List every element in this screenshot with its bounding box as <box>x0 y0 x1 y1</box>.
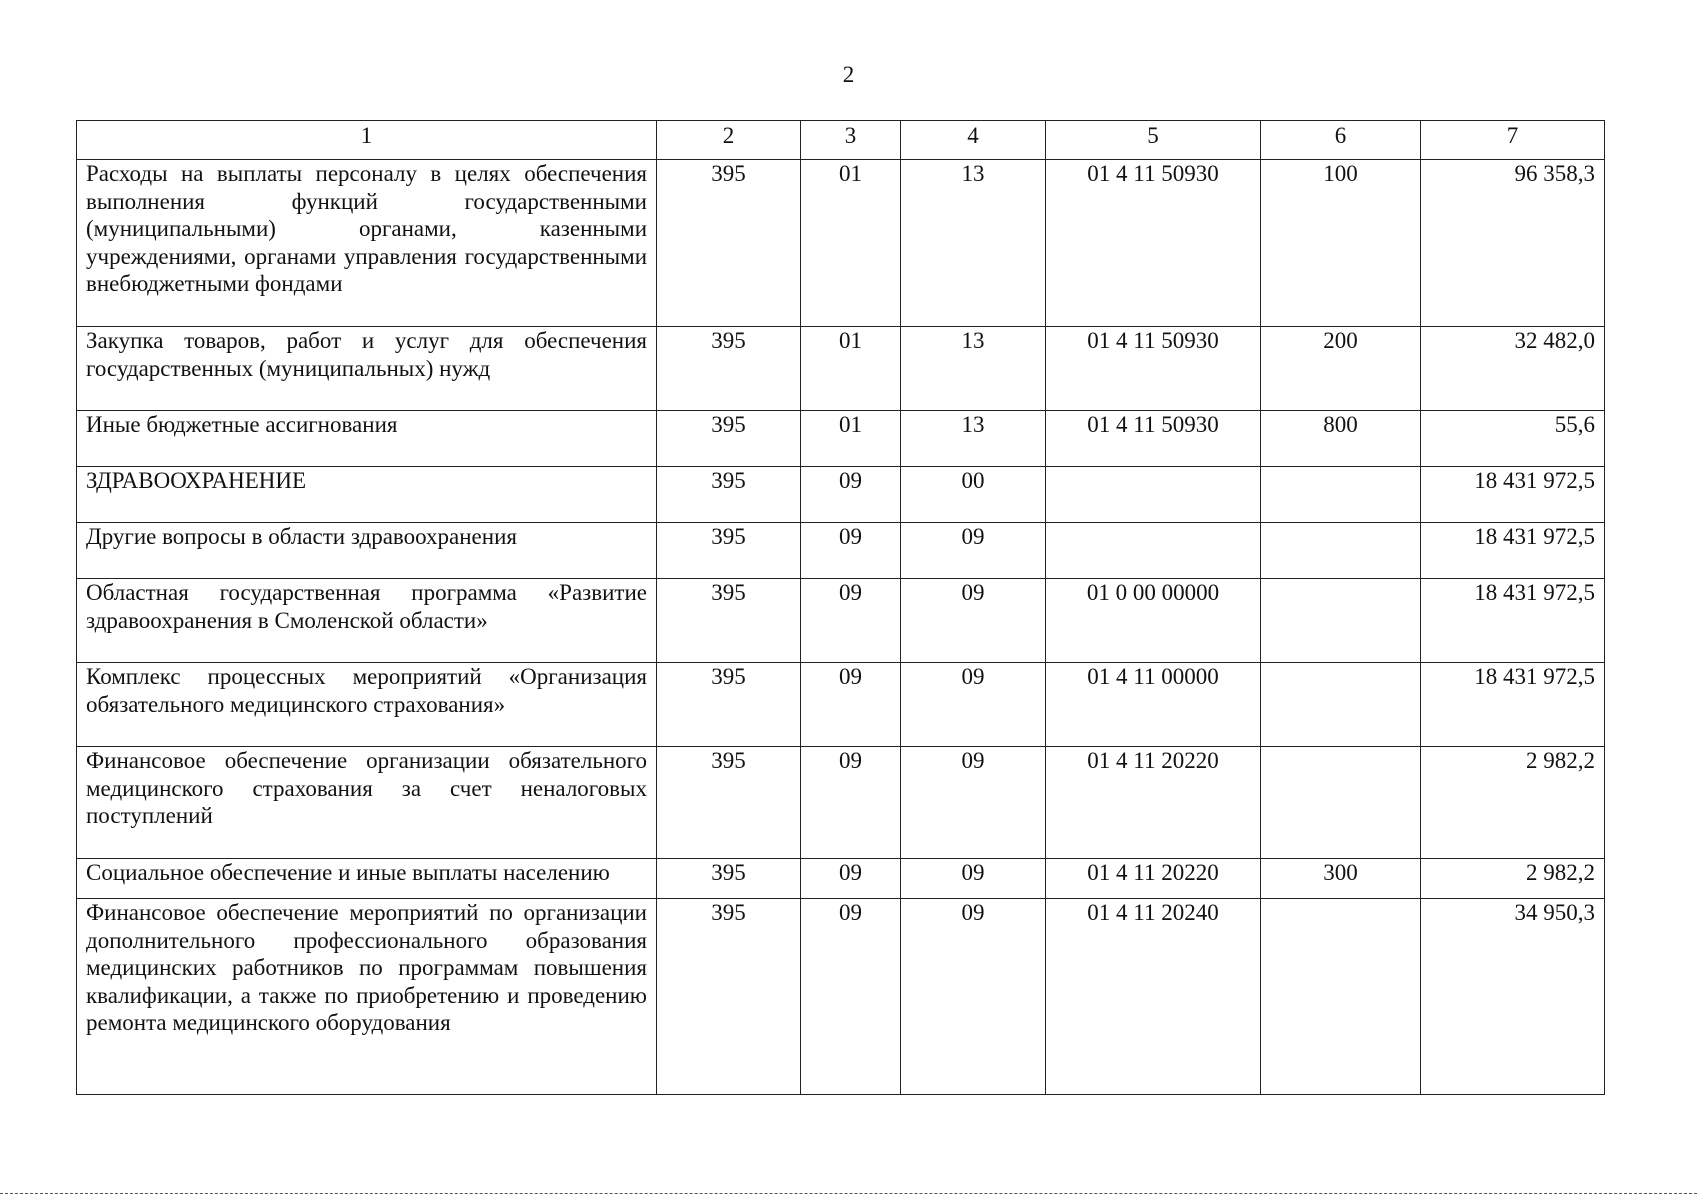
row-description: Другие вопросы в области здравоохранения <box>77 523 657 579</box>
cell-col-2: 395 <box>657 579 801 663</box>
column-header-3: 3 <box>801 121 901 160</box>
cell-col-3: 01 <box>801 327 901 411</box>
cell-col-5: 01 4 11 00000 <box>1046 663 1261 747</box>
column-header-4: 4 <box>901 121 1046 160</box>
cell-col-2: 395 <box>657 467 801 523</box>
cell-col-6: 300 <box>1261 859 1421 899</box>
row-description: Областная государственная программа «Развитие здравоохранения в Смоленской области» <box>77 579 657 663</box>
cell-col-3: 09 <box>801 859 901 899</box>
cell-col-5: 01 4 11 20240 <box>1046 899 1261 1095</box>
cell-amount: 34 950,3 <box>1421 899 1605 1095</box>
cell-col-2: 395 <box>657 327 801 411</box>
cell-col-5 <box>1046 523 1261 579</box>
cell-col-4: 09 <box>901 523 1046 579</box>
cell-col-6 <box>1261 579 1421 663</box>
cell-col-6 <box>1261 747 1421 859</box>
cell-col-2: 395 <box>657 663 801 747</box>
cell-col-6 <box>1261 523 1421 579</box>
cell-col-2: 395 <box>657 160 801 327</box>
cell-col-4: 09 <box>901 859 1046 899</box>
row-description: Расходы на выплаты персоналу в целях обеспечения выполнения функций государственными (муниципальными) органами, казенными учреждениями, органами управления государственными внебюджетными фондами <box>77 160 657 327</box>
row-description: Закупка товаров, работ и услуг для обеспечения государственных (муниципальных) нужд <box>77 327 657 411</box>
cell-col-6: 800 <box>1261 411 1421 467</box>
table-row <box>77 411 1605 467</box>
cell-col-5: 01 4 11 50930 <box>1046 327 1261 411</box>
cell-amount: 18 431 972,5 <box>1421 467 1605 523</box>
row-description: ЗДРАВООХРАНЕНИЕ <box>77 467 657 523</box>
table-row <box>77 327 1605 411</box>
header-row <box>77 121 1605 160</box>
cell-col-3: 09 <box>801 523 901 579</box>
cell-col-6 <box>1261 899 1421 1095</box>
cell-amount: 32 482,0 <box>1421 327 1605 411</box>
cell-col-3: 09 <box>801 663 901 747</box>
cell-amount: 2 982,2 <box>1421 747 1605 859</box>
cell-col-5: 01 4 11 20220 <box>1046 747 1261 859</box>
cell-col-6: 200 <box>1261 327 1421 411</box>
cell-col-2: 395 <box>657 859 801 899</box>
column-header-1: 1 <box>77 121 657 160</box>
cell-amount: 18 431 972,5 <box>1421 579 1605 663</box>
cell-col-4: 13 <box>901 160 1046 327</box>
column-header-6: 6 <box>1261 121 1421 160</box>
cell-col-5: 01 4 11 20220 <box>1046 859 1261 899</box>
cell-col-2: 395 <box>657 747 801 859</box>
cell-col-4: 09 <box>901 579 1046 663</box>
cell-col-4: 13 <box>901 411 1046 467</box>
cell-col-3: 09 <box>801 747 901 859</box>
table-row <box>77 160 1605 327</box>
page-bottom-rule <box>0 1193 1697 1194</box>
cell-col-6 <box>1261 663 1421 747</box>
cell-col-6: 100 <box>1261 160 1421 327</box>
table-row <box>77 747 1605 859</box>
cell-col-4: 09 <box>901 747 1046 859</box>
column-header-5: 5 <box>1046 121 1261 160</box>
cell-col-4: 00 <box>901 467 1046 523</box>
cell-col-3: 09 <box>801 899 901 1095</box>
cell-col-6 <box>1261 467 1421 523</box>
cell-col-4: 09 <box>901 899 1046 1095</box>
cell-col-5: 01 4 11 50930 <box>1046 411 1261 467</box>
table-row <box>77 523 1605 579</box>
table-row <box>77 859 1605 899</box>
cell-col-2: 395 <box>657 899 801 1095</box>
row-description: Комплекс процессных мероприятий «Организация обязательного медицинского страхования» <box>77 663 657 747</box>
cell-col-3: 09 <box>801 579 901 663</box>
cell-col-4: 13 <box>901 327 1046 411</box>
cell-col-5 <box>1046 467 1261 523</box>
budget-table <box>76 120 1605 1095</box>
table-row <box>77 579 1605 663</box>
row-description: Финансовое обеспечение мероприятий по организации дополнительного профессионального образования медицинских работников по программам повышения квалификации, а также по приобретению и проведению ремонта медицинского оборудования <box>77 899 657 1095</box>
cell-amount: 55,6 <box>1421 411 1605 467</box>
cell-amount: 18 431 972,5 <box>1421 523 1605 579</box>
row-description: Финансовое обеспечение организации обязательного медицинского страхования за счет неналоговых поступлений <box>77 747 657 859</box>
page-number: 2 <box>842 62 855 87</box>
table-row <box>77 663 1605 747</box>
cell-col-3: 09 <box>801 467 901 523</box>
table-row <box>77 899 1605 1095</box>
cell-col-5: 01 4 11 50930 <box>1046 160 1261 327</box>
cell-col-2: 395 <box>657 523 801 579</box>
cell-col-5: 01 0 00 00000 <box>1046 579 1261 663</box>
cell-col-4: 09 <box>901 663 1046 747</box>
row-description: Иные бюджетные ассигнования <box>77 411 657 467</box>
column-header-2: 2 <box>657 121 801 160</box>
cell-col-2: 395 <box>657 411 801 467</box>
cell-amount: 2 982,2 <box>1421 859 1605 899</box>
cell-col-3: 01 <box>801 160 901 327</box>
cell-amount: 96 358,3 <box>1421 160 1605 327</box>
table-row <box>77 467 1605 523</box>
row-description: Социальное обеспечение и иные выплаты населению <box>77 859 657 899</box>
cell-amount: 18 431 972,5 <box>1421 663 1605 747</box>
cell-col-3: 01 <box>801 411 901 467</box>
column-header-7: 7 <box>1421 121 1605 160</box>
